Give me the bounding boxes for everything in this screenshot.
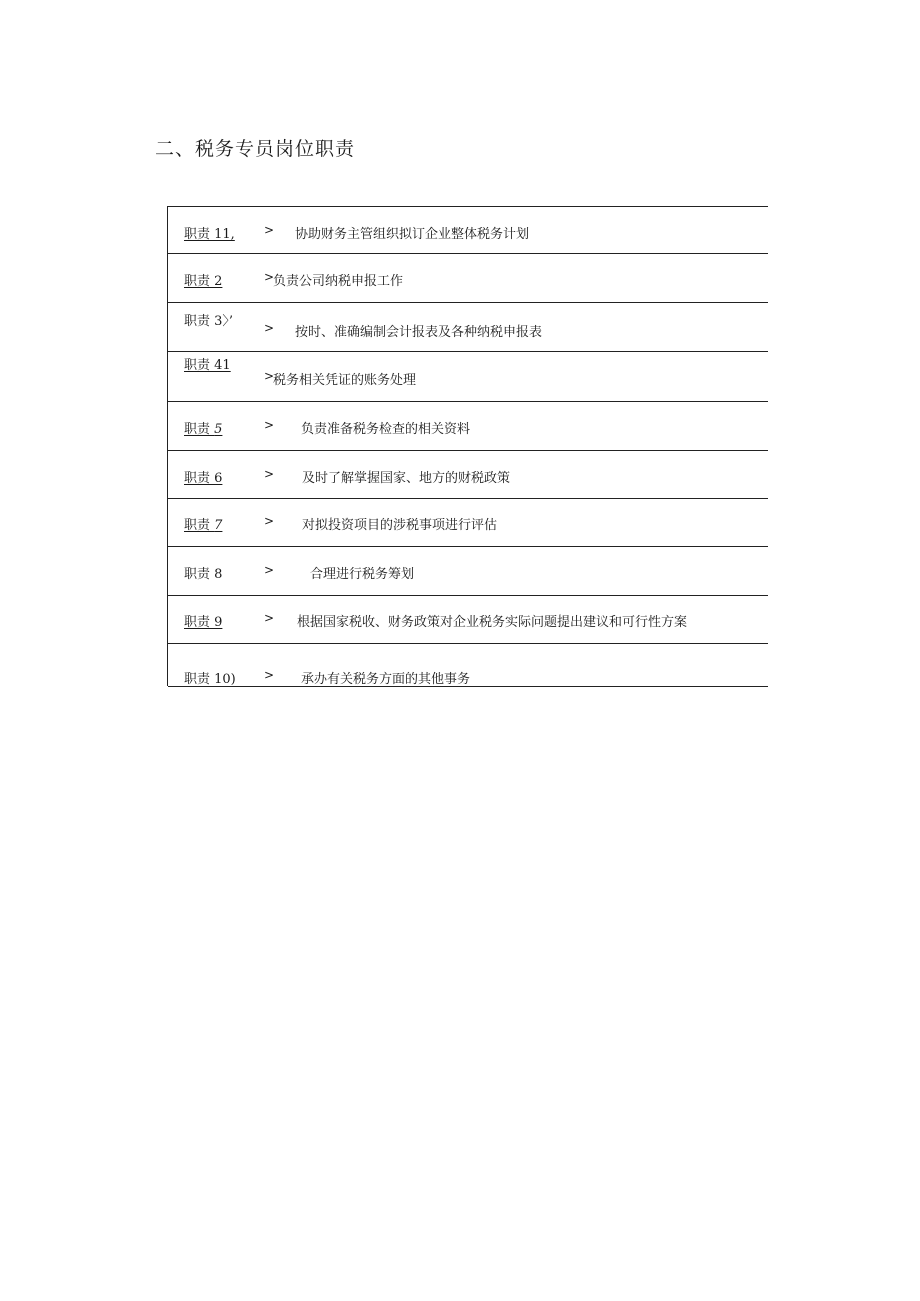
duty-label-9 (184, 611, 222, 630)
duty-text-4: 税务相关凭证的账务处理 (273, 373, 417, 388)
duty-row-10 (168, 644, 768, 687)
arrow-icon: > (264, 467, 275, 481)
duty-row-3 (168, 303, 768, 352)
duty-label-1 (184, 223, 235, 242)
duty-text-8: 合理进行税务筹划 (310, 567, 415, 582)
duty-label-5-number: 5 (214, 422, 223, 437)
duty-label-8 (184, 563, 222, 582)
duty-row-6 (168, 451, 768, 499)
arrow-icon: > (264, 223, 275, 237)
duty-label-8-prefix: 职责 8 (184, 567, 223, 582)
duty-text-3: 按时、准确编制会计报表及各种纳税申报表 (295, 325, 543, 340)
arrow-icon: > (264, 369, 275, 383)
duty-row-4 (168, 352, 768, 402)
duty-label-7 (184, 514, 222, 533)
arrow-icon: > (264, 563, 275, 577)
duty-label-5-prefix: 职责 (184, 422, 215, 437)
section-title: 二、税务专员岗位职责 (155, 138, 356, 160)
duty-text-9: 根据国家税收、财务政策对企业税务实际问题提出建议和可行性方案 (297, 615, 688, 630)
arrow-icon: > (264, 321, 275, 335)
duty-label-4 (184, 354, 231, 373)
duty-label-7-number: 7 (214, 518, 223, 533)
duty-label-9-prefix: 职责 9 (184, 615, 223, 630)
duty-row-7 (168, 499, 768, 547)
duty-label-4-prefix: 职责 41 (184, 358, 231, 373)
duty-label-5 (184, 418, 222, 437)
duty-row-5 (168, 402, 768, 451)
duty-label-3-prefix: 职责 3〉’ (184, 314, 234, 329)
duty-label-7-prefix: 职责 (184, 518, 215, 533)
duty-label-10-prefix: 职责 10) (184, 672, 236, 687)
duty-text-7: 对拟投资项目的涉税事项进行评估 (302, 518, 498, 533)
duty-table (167, 206, 768, 686)
arrow-icon: > (264, 270, 275, 284)
duty-row-8 (168, 547, 768, 596)
duty-label-6-prefix: 职责 6 (184, 471, 223, 486)
duty-row-2 (168, 254, 768, 303)
duty-row-1 (168, 207, 768, 254)
duty-label-2-prefix: 职责 2 (184, 274, 223, 289)
duty-label-10 (184, 668, 236, 687)
arrow-icon: > (264, 418, 275, 432)
arrow-icon: > (264, 514, 275, 528)
duty-row-9 (168, 596, 768, 644)
duty-text-5: 负责准备税务检查的相关资料 (301, 422, 471, 437)
duty-text-6: 及时了解掌握国家、地方的财税政策 (302, 471, 511, 486)
duty-text-10: 承办有关税务方面的其他事务 (301, 672, 471, 687)
duty-label-6 (184, 467, 222, 486)
duty-text-2: 负责公司纳税申报工作 (273, 274, 404, 289)
duty-label-2 (184, 270, 222, 289)
duty-label-3 (184, 310, 233, 329)
arrow-icon: > (264, 611, 275, 625)
duty-label-1-prefix: 职责 11, (184, 227, 235, 242)
duty-text-1: 协助财务主管组织拟订企业整体税务计划 (295, 227, 530, 242)
arrow-icon: > (264, 668, 275, 682)
